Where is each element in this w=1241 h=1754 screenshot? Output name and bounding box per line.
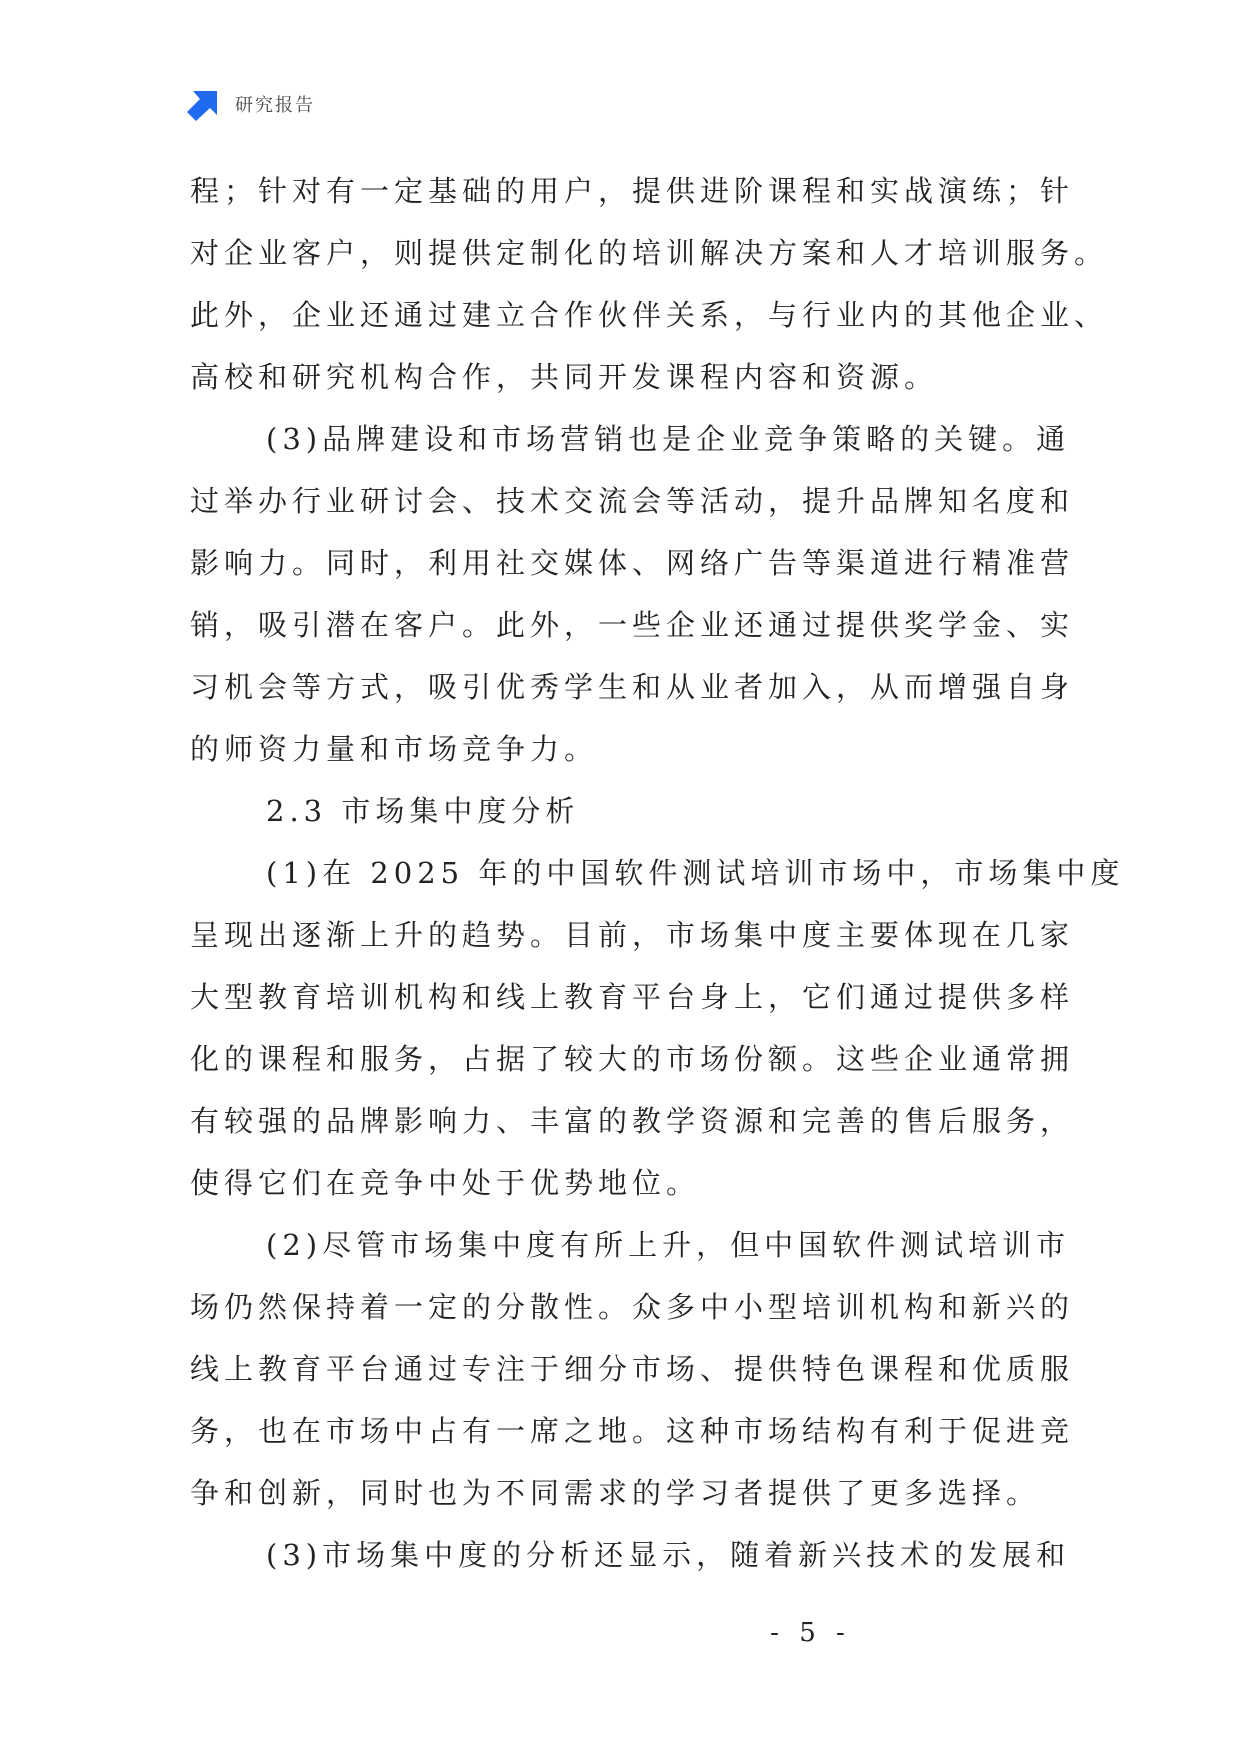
paragraph-line: 大型教育培训机构和线上教育平台身上，它们通过提供多样 [190,980,1075,1014]
paragraph-line: 线上教育平台通过专注于细分市场、提供特色课程和优质服 [190,1352,1075,1386]
paragraph-line: 对企业客户，则提供定制化的培训解决方案和人才培训服务。 [190,236,1109,270]
header-title: 研究报告 [235,95,315,116]
paragraph-line: 呈现出逐渐上升的趋势。目前，市场集中度主要体现在几家 [190,918,1075,952]
paragraph-line: (3)市场集中度的分析还显示，随着新兴技术的发展和 [266,1538,1071,1572]
paragraph-line: 高校和研究机构合作，共同开发课程内容和资源。 [190,360,939,394]
paragraph-line: 影响力。同时，利用社交媒体、网络广告等渠道进行精准营 [190,546,1075,580]
paragraph-line: 争和创新，同时也为不同需求的学习者提供了更多选择。 [190,1476,1041,1510]
paragraph-line: 此外，企业还通过建立合作伙伴关系，与行业内的其他企业、 [190,298,1109,332]
paragraph-line: 程；针对有一定基础的用户，提供进阶课程和实战演练；针 [190,174,1075,208]
paragraph-line: 销，吸引潜在客户。此外，一些企业还通过提供奖学金、实 [190,608,1075,642]
paragraph-line: 有较强的品牌影响力、丰富的教学资源和完善的售后服务， [190,1104,1075,1138]
arrow-up-right-logo-icon [187,87,221,121]
paragraph-line: 的师资力量和市场竞争力。 [190,732,599,766]
body-text [190,160,1125,1586]
paragraph-line: 过举办行业研讨会、技术交流会等活动，提升品牌知名度和 [190,484,1075,518]
paragraph-line: 习机会等方式，吸引优秀学生和从业者加入，从而增强自身 [190,670,1075,704]
paragraph-line: 化的课程和服务，占据了较大的市场份额。这些企业通常拥 [190,1042,1075,1076]
page-number: - 5 - [770,1618,851,1648]
paragraph-line: 使得它们在竞争中处于优势地位。 [190,1166,701,1200]
paragraph-line: 务，也在市场中占有一席之地。这种市场结构有利于促进竞 [190,1414,1075,1448]
paragraph-line: 场仍然保持着一定的分散性。众多中小型培训机构和新兴的 [190,1290,1075,1324]
paragraph-line: (2)尽管市场集中度有所上升，但中国软件测试培训市 [266,1228,1071,1262]
paragraph-line: (3)品牌建设和市场营销也是企业竞争策略的关键。通 [266,422,1071,456]
section-heading: 2.3 市场集中度分析 [266,794,580,828]
page-header [187,86,315,122]
paragraph-line: (1)在 2025 年的中国软件测试培训市场中，市场集中度 [266,856,1125,890]
